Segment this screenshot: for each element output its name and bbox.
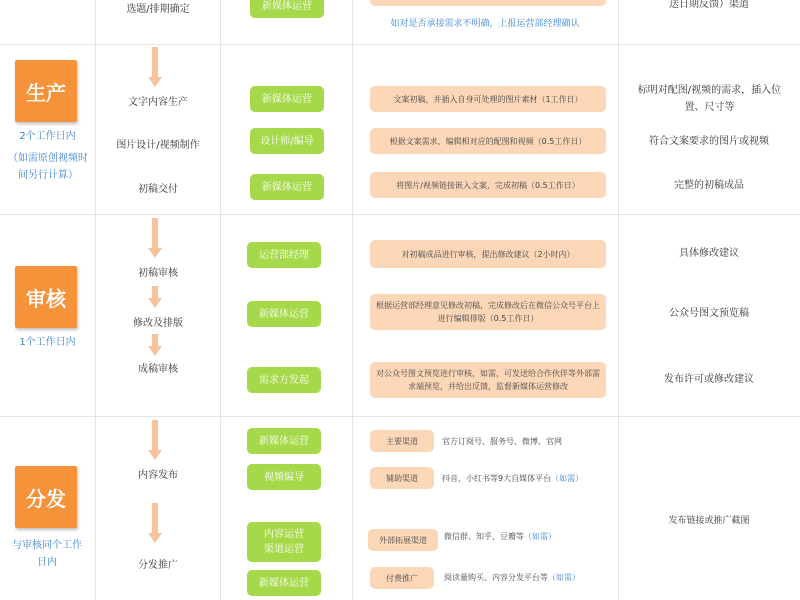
output-text: 发布链接或推广截图	[668, 516, 750, 526]
role-badge: 新媒体运营	[250, 174, 324, 200]
step-draft-review: 初稿审核	[138, 268, 178, 279]
role-badge: 新媒体运营	[247, 428, 321, 454]
role-badge: 设计师/编导	[250, 128, 324, 154]
flow-arrow	[148, 47, 162, 87]
escalation-note: 如对是否承接需求不明确，上报运营部经理确认	[390, 19, 580, 29]
channel-label: 付费推广	[370, 567, 434, 589]
task-box: 根据运营部经理意见修改初稿，完成修改后在微信公众号平台上进行编辑排版（0.5工作日）	[370, 294, 606, 330]
step-final-review: 成稿审核	[138, 364, 178, 375]
step-distribution-promotion: 分发推广	[138, 560, 178, 571]
channel-label: 辅助渠道	[370, 467, 434, 489]
stage-review: 审核	[15, 266, 77, 328]
step-content-publish: 内容发布	[138, 470, 178, 481]
role-badge: 新媒体运营	[250, 0, 324, 18]
channel-label: 主要渠道	[370, 430, 434, 452]
output-text: 符合文案要求的图片或视频	[649, 136, 769, 147]
role-badge: 运营部经理	[247, 242, 321, 268]
step-edit-layout: 修改及排版	[133, 318, 183, 329]
column-divider	[352, 0, 353, 600]
role-badge: 新媒体运营	[250, 86, 324, 112]
flow-arrow	[148, 503, 162, 543]
output-text: 公众号图文预览稿	[669, 308, 749, 319]
output-text: 发布许可或修改建议	[664, 374, 754, 385]
flow-arrow	[148, 218, 162, 258]
task-box: 文案初稿，并插入自身可处理的图片素材（1工作日）	[370, 86, 606, 112]
production-duration-note: （如需原创视频时间另行计算）	[8, 153, 88, 181]
stage-distribution: 分发	[15, 466, 77, 528]
output-text: 送日期反馈）渠道	[669, 0, 749, 10]
channel-label: 外部拓展渠道	[368, 529, 438, 551]
task-box: 对公众号图文预览进行审核，如需，可发送给合作伙伴等外部需求端预览，并给出反馈，监督新媒体运营修改	[370, 362, 606, 398]
column-divider	[220, 0, 221, 600]
production-duration: 2个工作日内	[19, 131, 76, 142]
optional-tag: （如需）	[548, 573, 580, 582]
step-image-video: 图片设计/视频制作	[116, 140, 200, 151]
column-divider	[618, 0, 619, 600]
step-text-production: 文字内容生产	[128, 97, 188, 108]
step-draft-delivery: 初稿交付	[138, 184, 178, 195]
row-divider	[0, 214, 800, 215]
step-topic-schedule: 选题/排期确定	[126, 4, 190, 15]
channel-desc: 官方订阅号、服务号、微博、官网	[442, 437, 562, 446]
column-divider	[95, 0, 96, 600]
role-badge: 需求方发起	[247, 367, 321, 393]
role-badge: 视频编导	[247, 464, 321, 490]
output-text: 标明对配图/视频的需求，插入位置、尺寸等	[637, 85, 782, 113]
role-badge: 新媒体运营	[247, 301, 321, 327]
channel-desc: 阅读量购买、内容分发平台等（如需）	[444, 573, 580, 582]
stage-production: 生产	[15, 60, 77, 122]
review-duration: 1个工作日内	[19, 337, 76, 348]
row-divider	[0, 416, 800, 417]
channel-desc: 微信群、知乎、豆瓣等（如需）	[444, 532, 556, 541]
flow-arrow	[148, 286, 162, 308]
output-text: 具体修改建议	[679, 248, 739, 259]
channel-desc: 抖音、小红书等9大自媒体平台（如需）	[442, 474, 584, 483]
row-divider	[0, 44, 800, 45]
task-box: 根据文案需求，编辑相对应的配图和视频（0.5工作日）	[370, 128, 606, 154]
optional-tag: （如需）	[551, 474, 584, 483]
output-text: 完整的初稿成品	[674, 180, 744, 191]
task-box: 对初稿成品进行审核，提出修改建议（2小时内）	[370, 240, 606, 268]
task-box: 将图片/视频链接嵌入文案，完成初稿（0.5工作日）	[370, 172, 606, 198]
role-badge: 内容运营 渠道运营	[247, 522, 321, 562]
task-box	[370, 0, 606, 6]
role-badge: 新媒体运营	[247, 570, 321, 596]
flow-arrow	[148, 420, 162, 460]
optional-tag: （如需）	[524, 532, 556, 541]
flow-arrow	[148, 334, 162, 356]
distribution-duration: 与审核同个工作日内	[12, 540, 82, 568]
